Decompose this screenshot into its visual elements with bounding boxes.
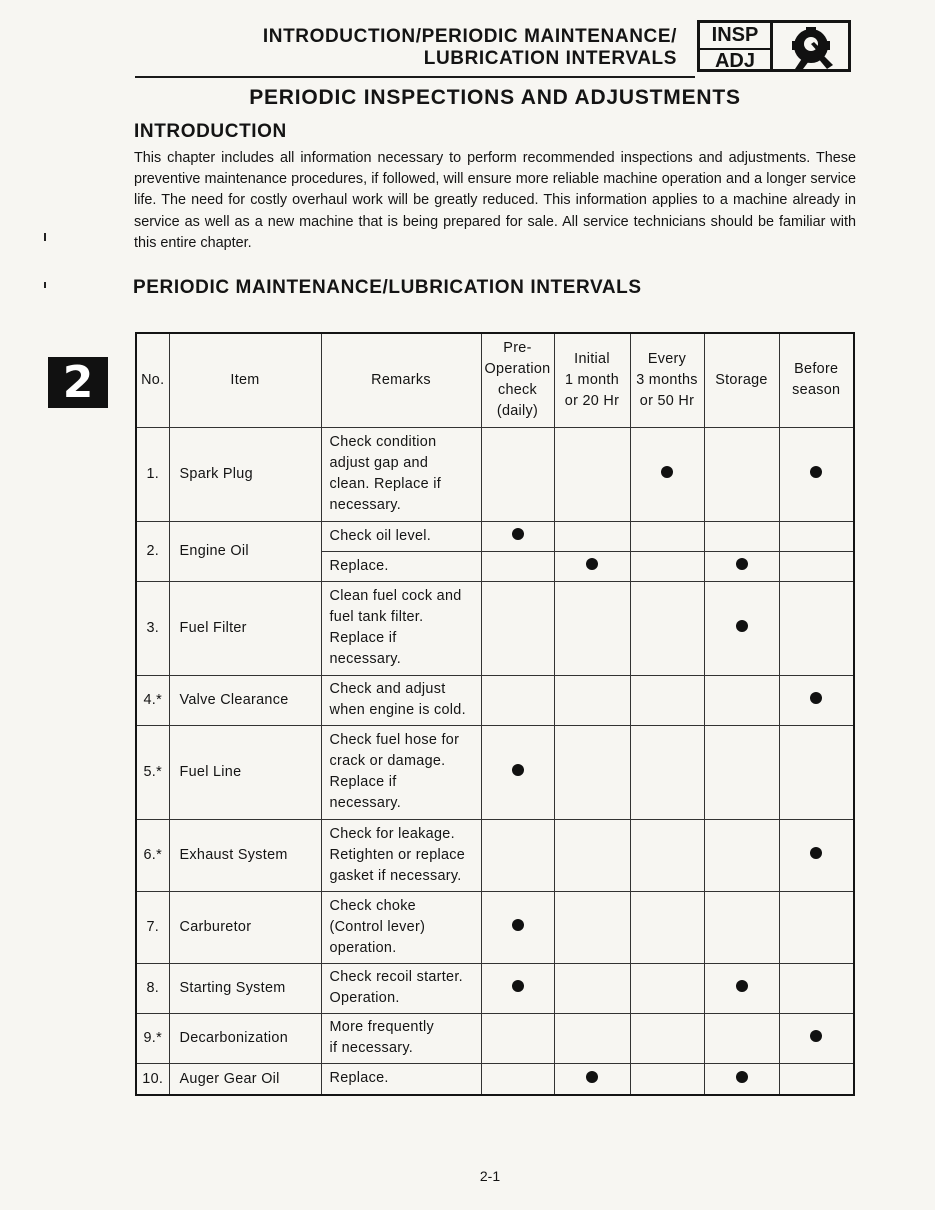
cell-interval [554,1063,630,1095]
cell-remarks [321,551,481,581]
cell-interval [630,1013,704,1063]
cell-interval [481,521,554,551]
interval-dot-icon [736,558,748,570]
edge-mark [44,233,46,241]
remarks-line: necessary. [329,497,402,513]
header-title-line1: INTRODUCTION/PERIODIC MAINTENANCE/ [262,26,677,47]
cell-interval [481,551,554,581]
cell-interval [704,675,779,725]
cell-interval [779,675,854,725]
cell-no: 1. [136,427,169,521]
header-line: 3 months [636,371,698,388]
cell-interval [779,427,854,521]
remarks-line: Check for leakage. [329,825,455,842]
introduction-heading: INTRODUCTION [134,121,287,142]
interval-dot-icon [512,528,524,540]
table-row [136,1063,854,1095]
remarks-line: Replace. [329,557,389,574]
cell-item: Valve Clearance [169,675,321,725]
cell-interval [630,1063,704,1095]
remarks-line: Operation. [329,990,400,1006]
cell-interval [779,521,854,551]
page-number: 2-1 [479,1168,501,1184]
cell-item: Fuel Filter [169,581,321,675]
cell-interval [481,427,554,521]
cell-item: Decarbonization [169,1013,321,1063]
remarks-line: adjust gap and [329,455,429,471]
cell-remarks [321,1063,481,1095]
cell-interval [630,427,704,521]
cell-remarks [321,819,481,891]
remarks-line: Check fuel hose for [329,732,460,748]
col-header-item: Item [169,333,321,427]
remarks-line: Replace. [329,1070,389,1087]
col-header-remarks: Remarks [321,333,481,427]
cell-interval [630,891,704,963]
header-line: Pre- [503,340,532,357]
cell-no: 9.* [136,1013,169,1063]
cell-interval [630,963,704,1013]
remarks-line: if necessary. [329,1040,414,1056]
remarks-line: Check recoil starter. [329,969,463,985]
interval-dot-icon [810,466,822,478]
cell-interval [779,891,854,963]
interval-dot-icon [512,764,524,776]
cell-remarks [321,963,481,1013]
cell-interval [554,427,630,521]
cell-no: 2. [136,521,169,581]
page-title: PERIODIC INSPECTIONS AND ADJUSTMENTS [249,86,741,109]
cell-interval [704,427,779,521]
cell-interval [554,725,630,819]
cell-remarks [321,891,481,963]
col-header-every [630,333,704,427]
cell-no: 3. [136,581,169,675]
table-row [136,963,854,1013]
cell-interval [704,891,779,963]
interval-dot-icon [512,980,524,992]
cell-remarks [321,675,481,725]
cell-interval [630,521,704,551]
interval-dot-icon [512,919,524,931]
interval-dot-icon [661,466,673,478]
header-title-line2: LUBRICATION INTERVALS [423,48,677,69]
header-line: or 50 Hr [639,392,695,409]
header-line: 1 month [564,371,620,388]
cell-remarks [321,725,481,819]
cell-interval [779,963,854,1013]
cell-interval [704,963,779,1013]
cell-remarks [321,521,481,551]
header-line: or 20 Hr [564,392,620,409]
cell-interval [481,819,554,891]
cell-no: 7. [136,891,169,963]
cell-interval [481,891,554,963]
cell-interval [481,1063,554,1095]
col-header-no: No. [136,333,169,427]
cell-interval [704,1063,779,1095]
remarks-line: necessary. [329,795,402,811]
cell-interval [704,551,779,581]
cell-interval [554,891,630,963]
cell-interval [481,581,554,675]
cell-interval [481,675,554,725]
interval-dot-icon [586,558,598,570]
cell-interval [704,819,779,891]
remarks-line: Check choke [329,897,416,914]
table-row [136,427,854,521]
remarks-line: Check and adjust [329,681,446,697]
remarks-line: necessary. [329,651,402,667]
remarks-line: (Control lever) [329,918,426,935]
header-line: Operation [484,361,551,378]
cell-remarks [321,427,481,521]
table-row [136,891,854,963]
table-row [136,819,854,891]
cell-item: Carburetor [169,891,321,963]
cell-interval [554,963,630,1013]
remarks-line: clean. Replace if [329,476,441,492]
cell-item: Exhaust System [169,819,321,891]
cell-interval [779,819,854,891]
introduction-paragraph: This chapter includes all information necessary to perform recommended inspections and adjustments. These preventive maintenance procedures, if followed, will ensure more reliable machine operation and a longer service life. The need for costly overhaul work will be greatly reduced. This information applies to a machine already in service as well as a new machine that is being prepared for sale. All service technicians should be familiar with this entire chapter. [134,150,856,251]
header-line: Initial [574,350,610,367]
cell-item: Spark Plug [169,427,321,521]
cell-no: 8. [136,963,169,1013]
cell-interval [554,521,630,551]
remarks-line: Replace if [329,774,397,790]
cell-interval [630,581,704,675]
cell-no: 4.* [136,675,169,725]
remarks-line: Check oil level. [329,527,432,544]
cell-interval [554,819,630,891]
chapter-tab: 2 [48,357,108,408]
cell-no: 5.* [136,725,169,819]
cell-interval [779,1063,854,1095]
remarks-line: gasket if necessary. [329,867,462,884]
header-rule [135,76,695,78]
cell-item: Engine Oil [169,521,321,581]
badge-adj-label: ADJ [700,48,770,72]
cell-interval [779,1013,854,1063]
header-line: Every [647,350,687,367]
header-line: season [792,382,841,399]
remarks-line: crack or damage. [329,753,446,769]
col-header-pre-operation [481,333,554,427]
cell-interval [554,551,630,581]
remarks-line: operation. [329,939,397,956]
cell-no: 6.* [136,819,169,891]
table-row [136,581,854,675]
interval-dot-icon [736,980,748,992]
table-row [136,725,854,819]
cell-interval [779,551,854,581]
cell-interval [630,819,704,891]
wrench-gear-icon [773,23,848,72]
cell-interval [704,725,779,819]
cell-interval [704,521,779,551]
cell-interval [481,725,554,819]
remarks-line: More frequently [329,1019,434,1035]
cell-interval [704,1013,779,1063]
cell-no: 10. [136,1063,169,1095]
header-line: Before [794,361,839,378]
col-header-initial [554,333,630,427]
cell-interval [630,675,704,725]
remarks-line: Replace if [329,630,397,646]
logo-box [773,20,851,72]
edge-mark [44,282,46,288]
interval-dot-icon [810,692,822,704]
cell-interval [554,581,630,675]
cell-interval [779,581,854,675]
interval-dot-icon [810,1030,822,1042]
cell-item: Fuel Line [169,725,321,819]
header-line: check [497,382,538,399]
cell-interval [630,725,704,819]
interval-dot-icon [810,847,822,859]
cell-interval [481,1013,554,1063]
remarks-line: fuel tank filter. [329,609,424,625]
table-row [136,1013,854,1063]
cell-remarks [321,581,481,675]
cell-remarks [321,1013,481,1063]
table-row [136,675,854,725]
remarks-line: when engine is cold. [329,702,466,718]
cell-item: Starting System [169,963,321,1013]
cell-interval [554,1013,630,1063]
cell-interval [554,675,630,725]
remarks-line: Clean fuel cock and [329,588,462,604]
cell-interval [779,725,854,819]
cell-interval [704,581,779,675]
table-row [136,521,854,551]
insp-adj-badge [697,20,773,72]
interval-dot-icon [736,1071,748,1083]
table-header-row [136,333,854,427]
table-body [136,427,854,1095]
col-header-before-season [779,333,854,427]
remarks-line: Check condition [329,434,437,450]
interval-dot-icon [736,620,748,632]
maintenance-table [135,332,855,1096]
cell-interval [481,963,554,1013]
remarks-line: Retighten or replace [329,846,466,863]
col-header-storage: Storage [704,333,779,427]
cell-item: Auger Gear Oil [169,1063,321,1095]
cell-interval [630,551,704,581]
badge-insp-label: INSP [711,24,759,46]
maintenance-heading: PERIODIC MAINTENANCE/LUBRICATION INTERVALS [133,277,642,298]
interval-dot-icon [586,1071,598,1083]
header-line: (daily) [496,403,539,420]
